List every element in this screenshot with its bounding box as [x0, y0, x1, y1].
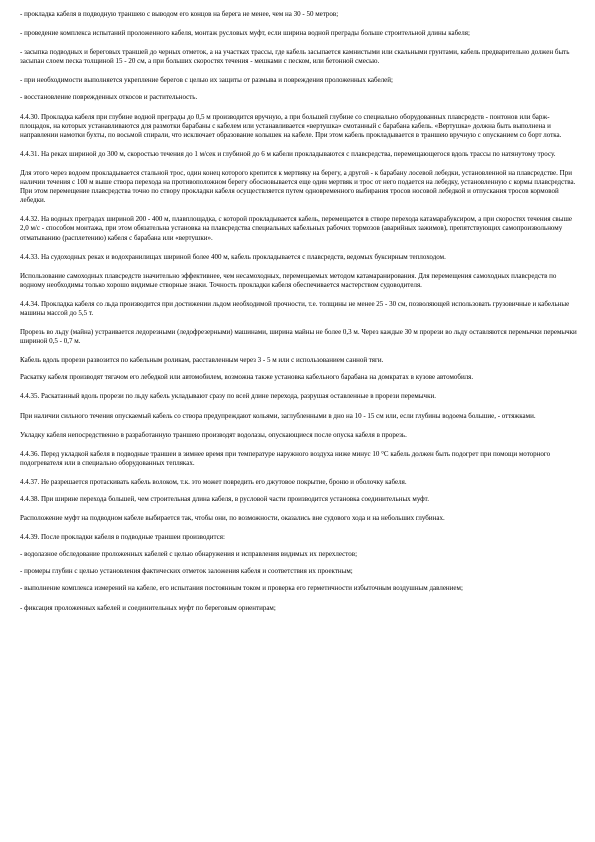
paragraph-slope-restoration: - восстановление поврежденных откосов и растительность.	[20, 93, 198, 102]
paragraph-cable-rope: Для этого через водоем прокладывается стальной трос, один конец которого крепится к мертвяку на берегу, а другой - к барабану лосевой лебедки, установленной на плавсредстве. При наличии течения с 100 м выше створа перехода на противоположном берегу обосновывается еще один мертвяк и трос от него подается на лебедку, установленную с кормы плавсредства. При этом перемещение плавсредства точно по створу прокладки кабеля осуществляется путем одновременного выбирания тросов носовой лебедкой и отпускания тросов кормовой лебедки.	[20, 168, 576, 205]
paragraph-divers: Укладку кабеля непосредственно в разработанную траншею производят водолазы, опускающиеся после опуска кабеля в прорезь.	[20, 430, 407, 439]
paragraph-cable-laying-trench: - прокладка кабеля в подводную траншею с выводом его концов на берега не менее, чем на 30 - 50 метров;	[20, 10, 339, 18]
paragraph-diver-inspection: - водолазное обследование проложенных кабелей с целью обнаружения и исправления видимых их перехлестов;	[20, 550, 358, 559]
paragraph-4-4-37: 4.4.37. Не разрешается протаскивать кабель волоком, т.к. это может повредить его джутовое покрытие, броню и оболочку кабеля.	[20, 477, 407, 486]
paragraph-4-4-36: 4.4.36. Перед укладкой кабеля в подводные траншеи в зимнее время при температуре наружного воздуха ниже минус 10 °С кабель должен быть подогрет при помощи моторного подогревателя или в специально оборудованных тепляках.	[20, 449, 551, 467]
paragraph-self-propelled: Использование самоходных плавсредств значительно эффективнее, чем несамоходных, перемещаемых методом катамаранирования. Для перемещения самоходных плавсредств по водному необходимы только хорошо видимые створные знаки. Точность прокладки кабеля обеспечивается мастерством судоводителя.	[20, 271, 557, 289]
paragraph-measurement-complex: - выполнение комплекса измерений на кабеле, его испытания постоянным током и проверка его герметичности избыточным воздушным давлением;	[20, 584, 463, 593]
paragraph-unrolling: Раскатку кабеля производят тягачом его лебедкой или автомобилем, возможна также установка кабельного барабана на домкратах в кузове автомобиля.	[20, 373, 474, 382]
paragraph-4-4-34: 4.4.34. Прокладка кабеля со льда производится при достижении льдом необходимой прочности, т.е. толщины не менее 25 - 30 см, позволяющей использовать грузовичные и кабельные машины массой до 5,5 т.	[20, 299, 570, 317]
paragraph-joint-location: Расположение муфт на подводном кабеле выбирается так, чтобы они, по возможности, оказались вне судового хода и на небольших глубинах.	[20, 514, 445, 523]
paragraph-strong-current: При наличии сильного течения опускаемый кабель со створа предупреждают кольями, заглубленными в дно на 10 - 15 см или, если глубины водоема большие, - оттяжками.	[20, 411, 536, 420]
document-page	[20, 10, 577, 623]
paragraph-4-4-35: 4.4.35. Раскатанный вдоль прорези по льду кабель укладывают сразу по всей длине перехода, разрушая оставленные в прорези перемычки.	[20, 392, 436, 401]
paragraph-testing: - проведение комплекса испытаний проложенного кабеля, монтаж русловых муфт, если ширина водной преграды больше строительной длины кабеля;	[20, 29, 470, 38]
paragraph-4-4-32: 4.4.32. На водных преградах шириной 200 - 400 м, плавплощадка, с которой прокладывается кабель, перемещается в створе перехода катамарабуксиром, а при скоростях течения свыше 2,0 м/с - способом монтажа, при этом обязательна установка на плавсредства специальных кабельных рабочих тормозов (аварийных зажимов), препятствующих самопроизвольному отматыванию (расплетению) кабеля с барабана или «вертушки».	[20, 215, 572, 242]
paragraph-4-4-38: 4.4.38. При ширине перехода большей, чем строительная длина кабеля, в русловой части производится установка соединительных муфт.	[20, 495, 429, 503]
paragraph-bank-reinforcement: - при необходимости выполняется укрепление берегов с целью их защиты от размыва и повреждения проложенных кабелей;	[20, 76, 393, 85]
paragraph-cable-rollers: Кабель вдоль прорези развозится по кабельным роликам, расставленным через 3 - 5 м или с использованием санной тяги.	[20, 356, 384, 365]
paragraph-cable-fixation: - фиксация проложенных кабелей и соединительных муфт по береговым ориентирам;	[20, 603, 276, 612]
paragraph-4-4-33: 4.4.33. На судоходных реках и водохранилищах шириной более 400 м, кабель прокладывается с плавсредств, ведомых буксирным теплоходом.	[20, 252, 446, 261]
paragraph-ice-slot: Прорезь во льду (майна) устраивается ледорезными (ледофрезерными) машинами, ширина майны не более 0,3 м. Через каждые 30 м прорези во льду оставляются перемычки перемычки шириной 0,5 - 0,7 м.	[20, 328, 577, 346]
paragraph-4-4-30: 4.4.30. Прокладка кабеля при глубине водной преграды до 0,5 м производится вручную, а при большей глубине со специально оборудованных плавсредств - понтонов или барж-площадок, на которых устанавливаются для размотки барабаны с кабелем или устанавливается «вертушка» смотанный с барабана кабель. «Вертушка» должна быть выполнена и направлении намотки бухты, по восьмой спирали, что исключает образование колышек на кабеле. При этом кабель прокладывается в траншею вручную с опусканием со борт лотка.	[20, 112, 562, 139]
paragraph-4-4-39: 4.4.39. После прокладки кабеля в подводные траншеи производится:	[20, 533, 225, 542]
paragraph-4-4-31: 4.4.31. На реках шириной до 300 м, скоростью течения до 1 м/сек и глубиной до 6 м кабели прокладываются с плавсредства, перемещающегося вдоль трассы по натянутому тросу.	[20, 149, 556, 158]
paragraph-depth-measurement: - промеры глубин с целью установления фактических отметок заложения кабеля и соответствия их проектным;	[20, 567, 353, 576]
paragraph-backfill: - засыпка подводных и береговых траншей до черных отметок, а на участках трассы, где кабель засыпается камнистыми или скальными грунтами, кабель предварительно должен быть засыпан слоем песка толщиной 15 - 20 см, а при больших скоростях течения - мешками с песком, или бетонной смесью.	[20, 48, 570, 66]
